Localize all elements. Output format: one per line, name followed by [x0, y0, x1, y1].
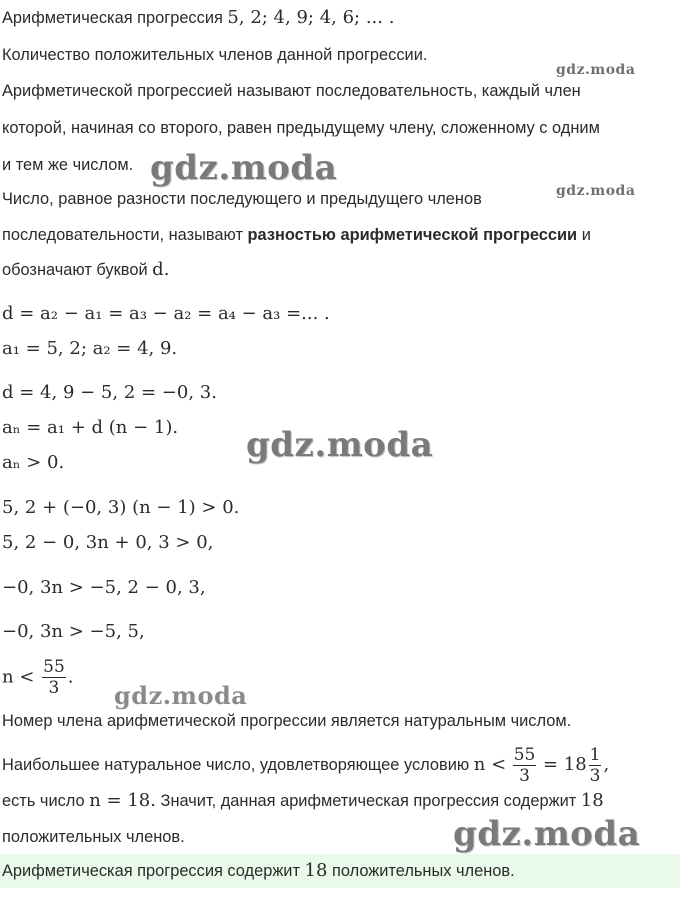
definition-2-pre: последовательности, называют [2, 226, 243, 244]
conclusion-line-4: положительных членов. [2, 828, 185, 846]
conclusion-line-3-post: Значит, данная арифметическая прогрессия содержит [160, 792, 577, 810]
step-5-post: . [67, 666, 74, 688]
solution-step-5 [2, 657, 74, 698]
definition-1-line-3: и тем же числом. [2, 156, 134, 174]
task-prefix: Арифметическая прогрессия [2, 9, 223, 27]
conclusion-line-3-pre: есть число [2, 792, 85, 810]
fraction-denominator: 3 [519, 766, 530, 786]
answer-text [2, 861, 515, 881]
solution-step-3: −0, 3n > −5, 2 − 0, 3, [2, 577, 206, 598]
watermark-logo: gdz.moda [556, 183, 636, 199]
difference-value: d = 4, 9 − 5, 2 = −0, 3. [2, 382, 217, 403]
given-values: a₁ = 5, 2; a₂ = 4, 9. [2, 338, 178, 359]
task-sequence: 5, 2; 4, 9; 4, 6; ... . [227, 7, 395, 28]
fraction-55-3-conclusion [513, 745, 537, 786]
definition-2-line-1: Число, равное разности последующего и предыдущего членов [2, 190, 482, 208]
answer-pre: Арифметическая прогрессия содержит [2, 862, 300, 880]
definition-2-post: и [581, 226, 591, 244]
definition-2-term: разностью арифметической прогрессии [247, 226, 578, 244]
conclusion-line-3 [2, 791, 604, 811]
watermark-logo: gdz.moda [114, 681, 248, 710]
conclusion-line-2 [2, 745, 609, 786]
conclusion-comma: , [603, 753, 610, 775]
fraction-denominator: 3 [48, 678, 60, 698]
answer-post: положительных членов. [332, 862, 515, 880]
definition-1-line-1: Арифметической прогрессией называют последовательность, каждый член [2, 82, 581, 100]
answer-number: 18 [304, 860, 328, 881]
solution-step-2: 5, 2 − 0, 3n + 0, 3 > 0, [2, 532, 214, 553]
watermark-logo: gdz.moda [453, 814, 641, 854]
definition-2-line-3-text: обозначают буквой [2, 261, 148, 279]
difference-definition: d = a₂ − a₁ = a₃ − a₂ = a₄ − a₃ =... . [2, 303, 330, 324]
conclusion-count: 18 [580, 790, 604, 811]
conclusion-equals: = 18 [542, 753, 587, 775]
definition-2-letter: d. [152, 259, 170, 280]
watermark-logo: gdz.moda [556, 62, 636, 78]
definition-1-line-2: которой, начиная со второго, равен предыдущему члену, сложенному с одним [2, 119, 600, 137]
fraction-denominator: 3 [589, 766, 601, 786]
fraction-1-3 [589, 745, 602, 786]
step-5-pre: n < [2, 666, 35, 688]
task-question: Количество положительных членов данной прогрессии. [2, 46, 428, 64]
conclusion-math-pre: n < [473, 753, 507, 775]
nth-term-formula: aₙ = a₁ + d (n − 1). [2, 417, 179, 438]
conclusion-line-1: Номер члена арифметической прогрессии является натуральным числом. [2, 712, 572, 730]
conclusion-line-2-text: Наибольшее натуральное число, удовлетворяющее условию [2, 755, 470, 774]
watermark-logo: gdz.moda [246, 425, 434, 465]
fraction-numerator: 55 [513, 745, 536, 765]
fraction-numerator: 55 [43, 657, 65, 677]
task-line [2, 8, 394, 28]
fraction-numerator: 1 [589, 745, 601, 765]
definition-2-line-3 [2, 260, 169, 280]
solution-step-4: −0, 3n > −5, 5, [2, 621, 145, 642]
conclusion-n-value: n = 18. [89, 790, 156, 811]
answer-box [0, 854, 680, 888]
watermark-logo: gdz.moda [150, 148, 338, 188]
fraction-55-3 [42, 657, 66, 698]
definition-2-line-2 [2, 225, 591, 245]
solution-step-1: 5, 2 + (−0, 3) (n − 1) > 0. [2, 497, 240, 518]
positivity-condition: aₙ > 0. [2, 452, 65, 473]
